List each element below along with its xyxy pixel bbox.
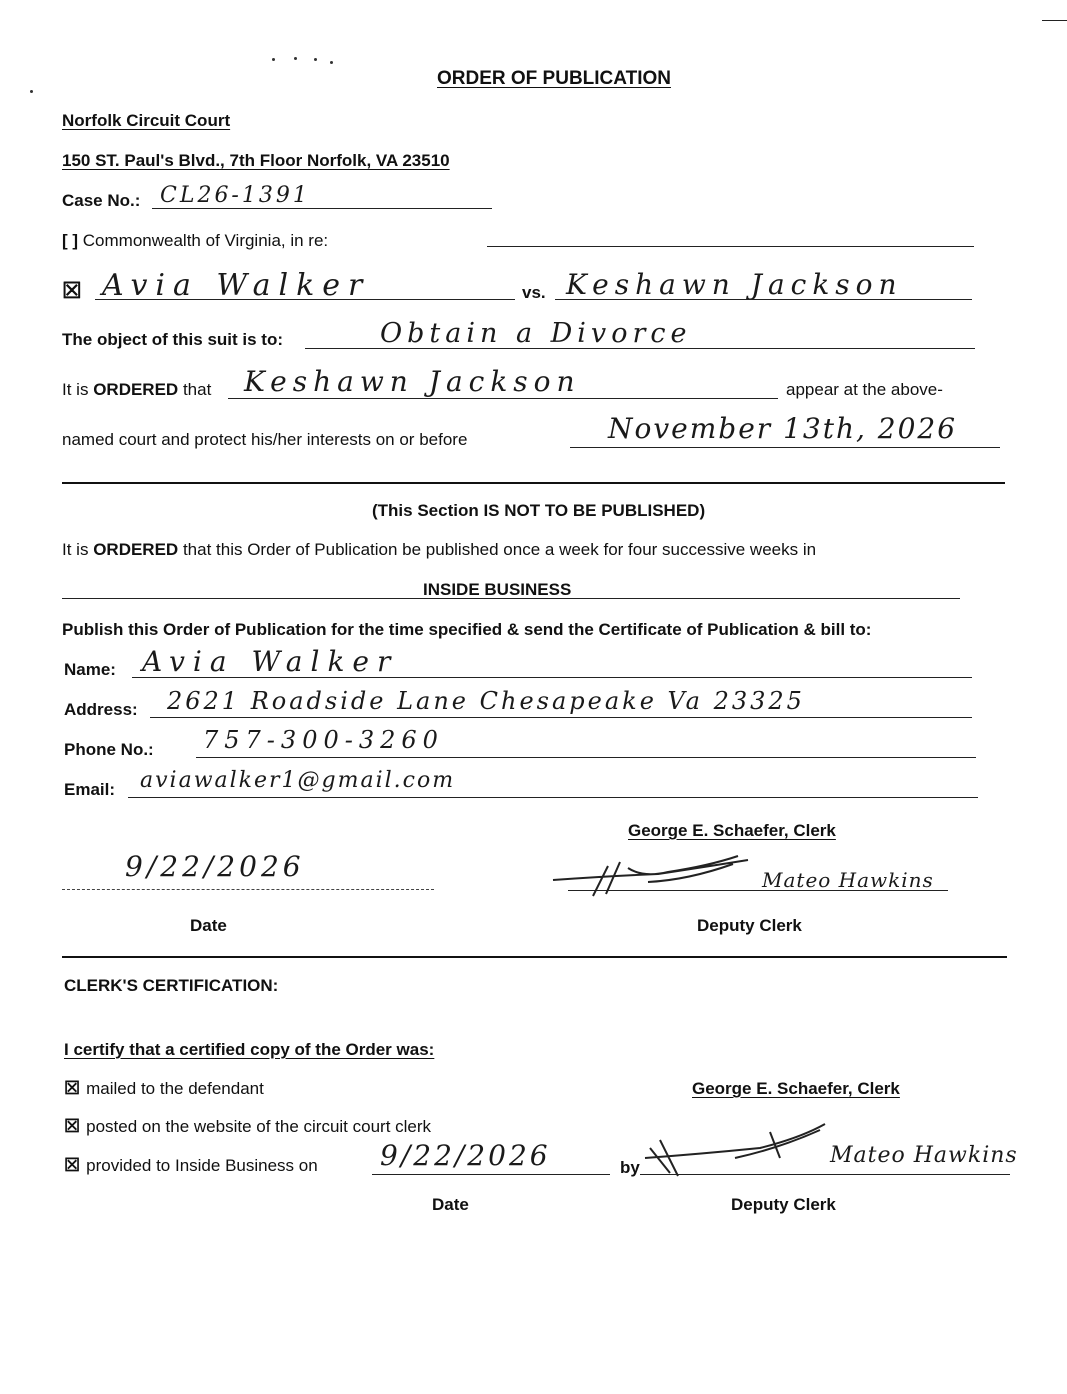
commonwealth-row	[62, 231, 328, 251]
cert-mailed-checkbox[interactable]: ☒	[64, 1078, 81, 1098]
email-label: Email:	[64, 780, 116, 799]
cert-posted-row	[64, 1116, 431, 1137]
vs-label: vs.	[522, 283, 546, 302]
publish-order-prefix: It is	[62, 540, 89, 559]
named-court-text: named court and protect his/her interests on or before	[62, 430, 468, 449]
deputy-line	[568, 890, 948, 891]
appear-text: appear at the above-	[786, 380, 943, 399]
court-name: Norfolk Circuit Court	[62, 111, 231, 130]
email-line	[128, 797, 978, 798]
cert-date-line	[372, 1174, 610, 1175]
by-label: by	[620, 1158, 640, 1177]
object-line	[305, 348, 975, 349]
cert-provided-row	[64, 1155, 318, 1176]
commonwealth-checkbox[interactable]: [ ]	[62, 231, 79, 250]
phone-line	[196, 757, 976, 758]
cert-posted-label: posted on the website of the circuit court clerk	[86, 1117, 432, 1136]
date-line	[62, 889, 434, 890]
scan-speck	[330, 61, 333, 64]
cert-mailed-row	[64, 1078, 264, 1099]
case-no-value: CL26-1391	[160, 183, 310, 208]
publication-name: INSIDE BUSINESS	[423, 580, 572, 599]
certification-header: CLERK'S CERTIFICATION:	[64, 976, 279, 995]
date-value: 9/22/2026	[125, 850, 305, 883]
scan-speck	[314, 58, 317, 61]
publish-order-row	[62, 540, 816, 560]
deputy-clerk-label: Deputy Clerk	[697, 916, 802, 935]
cert-posted-checkbox[interactable]: ☒	[64, 1116, 81, 1136]
cert-clerk-name: George E. Schaefer, Clerk	[692, 1079, 900, 1098]
case-no-line	[152, 208, 492, 209]
publish-order-rest: that this Order of Publication be published once a week for four successive weeks in	[182, 540, 817, 559]
object-label: The object of this suit is to:	[62, 330, 283, 349]
commonwealth-line	[487, 246, 974, 247]
parties-checkbox[interactable]: ☒	[62, 278, 82, 303]
cert-provided-checkbox[interactable]: ☒	[64, 1155, 81, 1175]
defendant-name: Keshawn Jackson	[566, 268, 903, 301]
cert-deputy-label: Deputy Clerk	[731, 1195, 836, 1214]
name-line	[132, 677, 972, 678]
cert-deputy-signature: Mateo Hawkins	[830, 1143, 1018, 1168]
clerk-name: George E. Schaefer, Clerk	[628, 821, 836, 840]
cert-provided-label: provided to Inside Business on	[86, 1156, 318, 1175]
ordered-row	[62, 380, 211, 400]
publication-line	[62, 598, 960, 599]
date-label: Date	[190, 916, 227, 935]
scan-speck	[294, 57, 297, 60]
ordered-prefix: It is	[62, 380, 89, 399]
scan-edge-mark	[1042, 20, 1067, 21]
object-value: Obtain a Divorce	[380, 318, 692, 349]
section-divider	[62, 482, 1005, 484]
defendant-line	[555, 299, 972, 300]
scan-speck	[272, 58, 275, 61]
address-label: Address:	[64, 700, 138, 719]
case-no-label: Case No.:	[62, 191, 141, 210]
address-line	[150, 717, 972, 718]
court-address: 150 ST. Paul's Blvd., 7th Floor Norfolk, VA 23510	[62, 151, 450, 170]
email-value: aviawalker1@gmail.com	[140, 768, 456, 793]
deadline-date: November 13th, 2026	[608, 412, 958, 445]
ordered-bold: ORDERED	[93, 380, 179, 399]
name-label: Name:	[64, 660, 116, 679]
cert-date-label: Date	[432, 1195, 469, 1214]
plaintiff-line	[95, 299, 515, 300]
page-title: ORDER OF PUBLICATION	[437, 68, 671, 89]
commonwealth-label: Commonwealth of Virginia, in re:	[82, 231, 329, 250]
cert-signature-scribble	[640, 1118, 830, 1178]
phone-value: 757-300-3260	[203, 726, 444, 754]
cert-date: 9/22/2026	[380, 1139, 551, 1172]
publish-order-bold: ORDERED	[93, 540, 179, 559]
phone-label: Phone No.:	[64, 740, 154, 759]
deputy-signature: Mateo Hawkins	[762, 868, 934, 892]
publish-instruction: Publish this Order of Publication for the time specified & send the Certificate of Publication & bill to:	[62, 620, 872, 639]
ordered-name: Keshawn Jackson	[244, 365, 581, 398]
ordered-name-line	[228, 398, 778, 399]
scan-speck	[30, 90, 33, 93]
ordered-that: that	[182, 380, 212, 399]
not-published-header: (This Section IS NOT TO BE PUBLISHED)	[372, 501, 706, 520]
deadline-line	[570, 447, 1000, 448]
cert-mailed-label: mailed to the defendant	[86, 1079, 264, 1098]
certification-divider	[62, 956, 1007, 958]
name-value: Avia Walker	[142, 645, 399, 678]
certify-text: I certify that a certified copy of the Order was:	[64, 1040, 435, 1059]
plaintiff-name: Avia Walker	[102, 268, 371, 303]
cert-deputy-line	[640, 1174, 1010, 1175]
address-value: 2621 Roadside Lane Chesapeake Va 23325	[167, 687, 805, 715]
